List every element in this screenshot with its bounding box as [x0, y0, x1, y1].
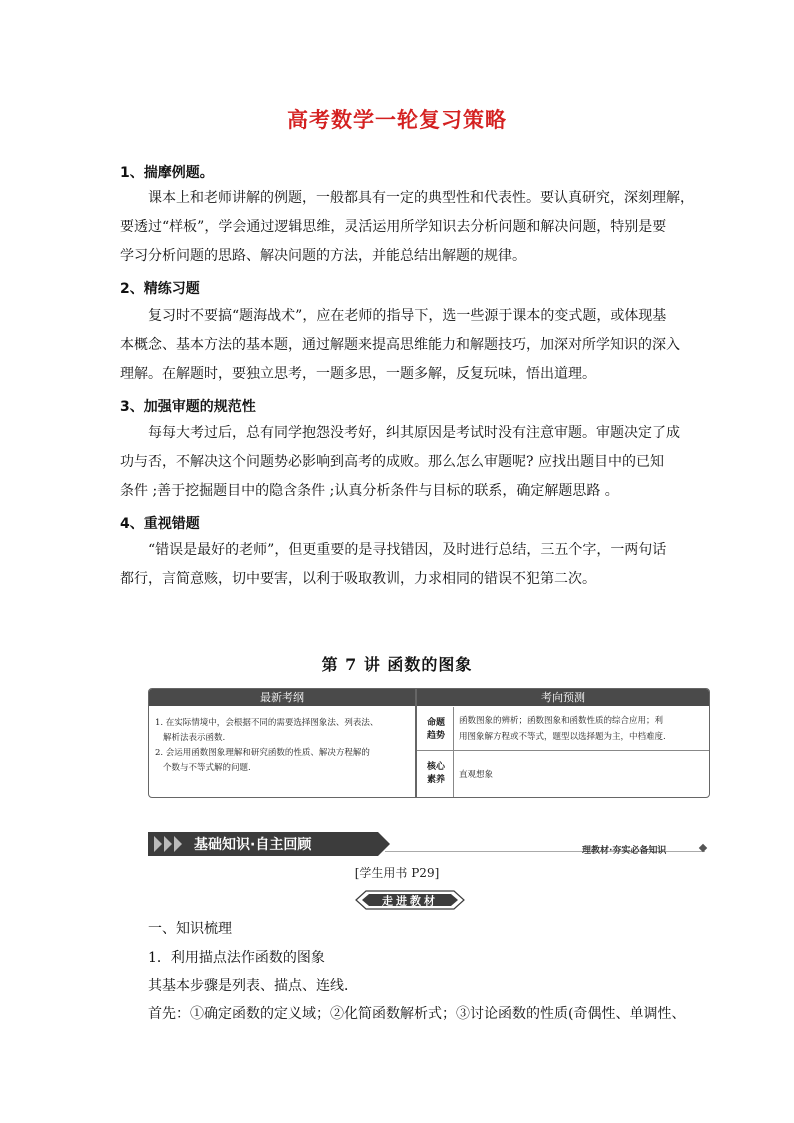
trend-label-bottom: 趋势 [426, 731, 445, 741]
table-row-divider [417, 750, 709, 751]
trend-text [459, 713, 703, 745]
kaogang-list [155, 716, 411, 776]
label-divider [453, 751, 454, 797]
section-2-line-1: 复习时不要搞“题海战术”，应在老师的指导下，选一些源于课本的变式题，或体现基 [148, 308, 667, 324]
tag-text: 走进教材 [382, 894, 438, 908]
section-4-line-1: “错误是最好的老师”，但更重要的是寻找错因，及时进行总结，三五个字，一两句话 [148, 542, 667, 558]
trend-label-top: 命题 [426, 718, 445, 728]
kaogang-item-line: 2. 会运用函数图象理解和研究函数的性质、解决方程解的 [155, 748, 370, 758]
kaogang-item-line: 解析法表示函数. [163, 733, 226, 743]
section-4-heading: 4、重视错题 [120, 516, 200, 532]
section-1-line-2: 要透过“样板”，学会通过逻辑思维，灵活运用所学知识去分析问题和解决问题，特别是要 [120, 219, 667, 235]
section-banner [148, 832, 390, 856]
knowledge-first: 首先：①确定函数的定义域；②化简函数解析式；③讨论函数的性质(奇偶性、单调性、 [148, 1006, 686, 1022]
section-2-line-2: 本概念、基本方法的基本题，通过解题来提高思维能力和解题技巧，加深对所学知识的深入 [120, 337, 680, 353]
section-3-line-3: 条件 ;善于挖掘题目中的隐含条件 ;认真分析条件与目标的联系，确定解题思路 。 [120, 483, 619, 499]
kaogang-right-header: 考向预测 [417, 689, 709, 706]
label-divider [453, 707, 454, 750]
section-4-body [120, 536, 680, 594]
section-3-body [120, 419, 680, 506]
section-1-heading: 1、揣摩例题。 [120, 165, 214, 181]
section-1-line-3: 学习分析问题的思路、解决问题的方法，并能总结出解题的规律。 [120, 248, 526, 264]
banner-right-text: 理教材·夯实必备知识 [582, 846, 667, 856]
literacy-label-top: 核心 [426, 762, 445, 772]
section-3-line-2: 功与否，不解决这个问题势必影响到高考的成败。那么怎么审题呢? 应找出题目中的已知 [120, 454, 664, 470]
section-1-line-1: 课本上和老师讲解的例题，一般都具有一定的典型性和代表性。要认真研究，深刻理解， [148, 190, 694, 206]
section-2-line-3: 理解。在解题时，要独立思考，一题多思，一题多解，反复玩味，悟出道理。 [120, 366, 596, 382]
page-title: 高考数学一轮复习策略 [287, 108, 507, 132]
trend-line: 用图象解方程或不等式，题型以选择题为主，中档难度. [459, 732, 666, 742]
knowledge-steps: 其基本步骤是列表、描点、连线． [148, 978, 358, 994]
knowledge-item-1: 1．利用描点法作函数的图象 [148, 950, 325, 966]
student-book-ref: [学生用书 P29] [354, 866, 440, 880]
kaogang-item-line: 1. 在实际情境中，会根据不同的需要选择图象法、列表法、 [155, 718, 379, 728]
literacy-label-bottom: 素养 [426, 775, 445, 785]
textbook-tag [354, 890, 466, 910]
literacy-label [420, 761, 452, 787]
kaogang-item-line: 个数与不等式解的问题. [163, 763, 251, 773]
kaogang-left-header: 最新考纲 [149, 689, 415, 706]
banner-text: 基础知识·自主回顾 [194, 837, 312, 853]
trend-label [420, 717, 452, 743]
lecture-title: 第 7 讲 函数的图象 [321, 655, 473, 674]
section-1-body [120, 184, 694, 271]
section-3-line-1: 每每大考过后，总有同学抱怨没考好，纠其原因是考试时没有注意审题。审题决定了成 [148, 425, 680, 441]
knowledge-section-heading: 一、知识梳理 [148, 921, 232, 937]
literacy-text: 直观想象 [459, 770, 494, 780]
section-2-body [120, 302, 680, 389]
table-divider [415, 689, 417, 797]
kaogang-table [148, 688, 710, 798]
section-4-line-2: 都行，言简意赅，切中要害，以利于吸取教训，力求相同的错误不犯第二次。 [120, 571, 596, 587]
section-3-heading: 3、加强审题的规范性 [120, 399, 256, 415]
section-2-heading: 2、精练习题 [120, 281, 200, 297]
trend-line: 函数图象的辨析；函数图象和函数性质的综合应用；利 [459, 716, 664, 726]
